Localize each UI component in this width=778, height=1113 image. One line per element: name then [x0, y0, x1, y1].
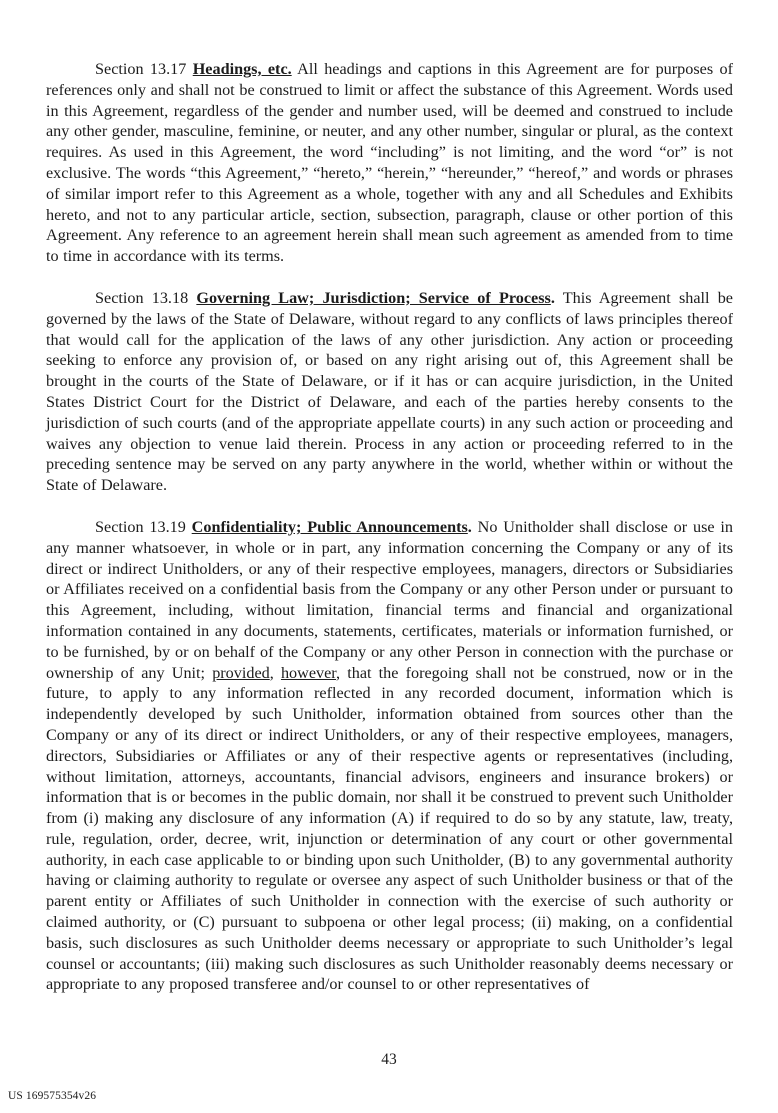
section-heading: Governing Law; Jurisdiction; Service of Process [196, 288, 551, 307]
body-text: This Agreement shall be governed by the laws of the State of Delaware, without regard to any conflicts of laws principles thereof that would call for the application of the laws of any other jurisdiction. Any action or proceeding seeking to enforce any provision of, or based on any right arising out of, this Agreement shall be brought in the courts of the State of Delaware, or if it has or can acquire jurisdiction, in the United States District Court for the District of Delaware, and each of the parties hereby consents to the jurisdiction of such courts (and of the appropriate appellate courts) in any such action or proceeding and waives any objection to venue laid therein. Process in any action or proceeding referred to in the preceding sentence may be served on any party anywhere in the world, whether within or without the State of Delaware. [46, 288, 733, 495]
section-label: Section 13.17 [95, 60, 193, 78]
body-text: , [269, 663, 281, 682]
section-label: Section 13.19 [95, 517, 192, 536]
section-label: Section 13.18 [95, 288, 197, 307]
underlined-term: provided [212, 663, 270, 682]
section-heading-period: . [550, 288, 555, 307]
section-heading: Headings, etc. [192, 60, 292, 78]
body-text: All headings and captions in this Agreement are for purposes of references only and shall not be construed to limit or affect the substance of this Agreement. Words used in this Agreement, regardless of the gender and number used, will be deemed and construed to include any other gender, masculine, feminine, or neuter, and any other number, singular or plural, as the context requires. As used in this Agreement, the word “including” is not limiting, and the word “or” is not exclusive. The words “this Agreement,” “hereto,” “herein,” “hereunder,” “hereof,” and words or phrases of similar import refer to this Agreement as a whole, together with any and all Schedules and Exhibits hereto, and not to any particular article, section, subsection, paragraph, clause or other portion of this Agreement. Any reference to an agreement herein shall mean such agreement as amended from to time to time in accordance with its terms. [46, 60, 733, 266]
section-paragraph [46, 288, 733, 496]
page-number: 43 [381, 1051, 397, 1068]
document-id-footer: US 169575354v26 [8, 1090, 97, 1102]
section-heading: Confidentiality; Public Announcements [191, 517, 468, 536]
section-heading-period: . [467, 517, 472, 536]
underlined-term: however [280, 663, 337, 682]
section-paragraph [46, 59, 733, 267]
body-text: No Unitholder shall disclose or use in any manner whatsoever, in whole or in part, any information concerning the Company or any of its direct or indirect Unitholders, or any of their respective employees, managers, directors or Subsidiaries or Affiliates received on a confidential basis from the Company or any other Person under or pursuant to this Agreement, including, without limitation, financial terms and financial and organizational information contained in any documents, statements, certificates, materials or information furnished, or to be furnished, by or on behalf of the Company or any other Person in connection with the purchase or ownership of any Unit; [46, 517, 734, 682]
section-paragraph [46, 517, 733, 995]
document-body [46, 59, 733, 995]
body-text: , that the foregoing shall not be construed, now or in the future, to apply to any information reflected in any recorded document, information which is independently developed by such Unitholder, information obtained from sources other than the Company or any of its direct or indirect Unitholders, or any of their respective employees, managers, directors, Subsidiaries or Affiliates or any of their respective agents or representatives (including, without limitation, attorneys, accountants, financial advisors, engineers and insurance brokers) or information that is or becomes in the public domain, nor shall it be construed to prevent such Unitholder from (i) making any disclosure of any information (A) if required to do so by any statute, law, treaty, rule, regulation, order, decree, writ, injunction or determination of any court or other governmental authority, in each case applicable to or binding upon such Unitholder, (B) to any governmental authority having or claiming authority to regulate or oversee any aspect of such Unitholder business or that of the parent entity or Affiliates of such Unitholder in connection with the exercise of such authority or claimed authority, or (C) pursuant to subpoena or other legal process; (ii) making, on a confidential basis, such disclosures as such Unitholder deems necessary or appropriate to such Unitholder’s legal counsel or accountants; (iii) making such disclosures as such Unitholder reasonably deems necessary or appropriate to any proposed transferee and/or counsel to or other representatives of [46, 663, 733, 994]
